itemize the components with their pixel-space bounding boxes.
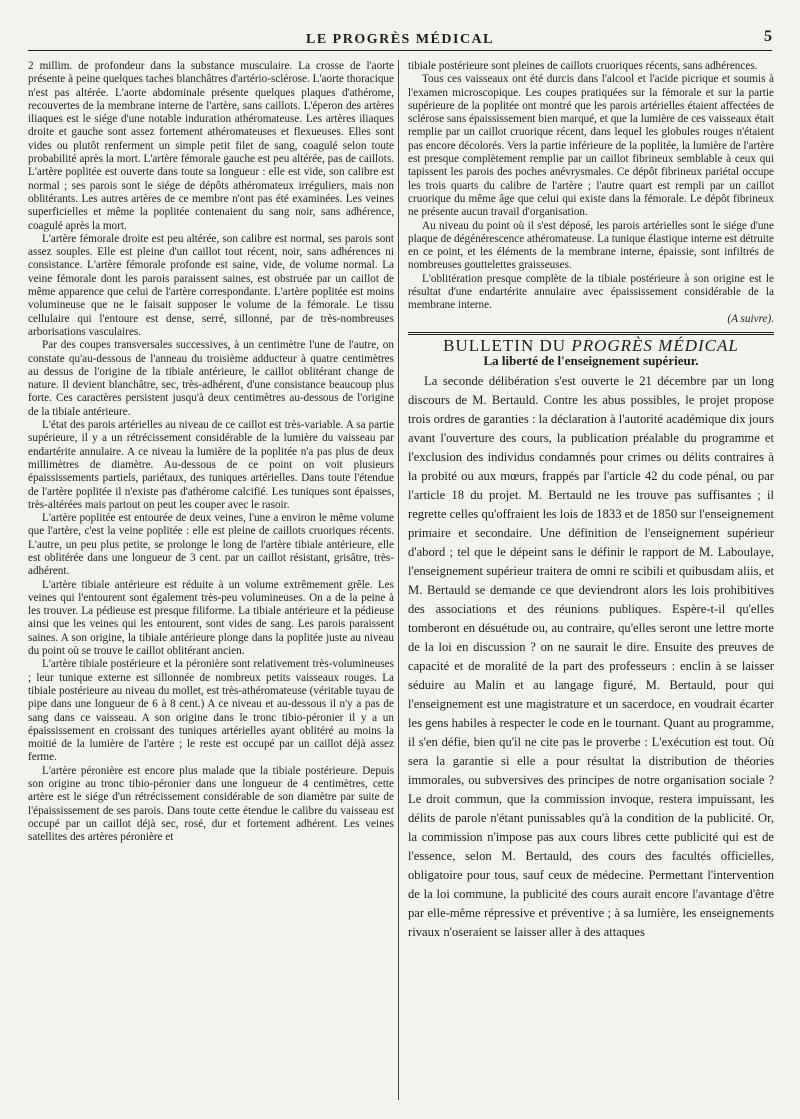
column-divider [398, 60, 399, 1100]
right-paragraph-4: L'oblitération presque complète de la tibiale postérieure à son origine est le résultat d'une endartérite annulaire avec épaississement considérable de la membrane interne. [408, 272, 774, 312]
bulletin-title-prefix: BULLETIN DU [443, 335, 567, 355]
bulletin-paragraph-1: La seconde délibération s'est ouverte le 21 décembre par un long discours de M. Bertauld. Contre les abus possibles, le projet propose trois ordres de garanties : la déclaration à l'autorité académique dix jours avant l'ouverture des cours, la publication préalable du programme et l'exclusion des individus condamnés pour crimes ou délits contraires à la probité ou aux mœurs, frappés par l'article 42 du code pénal, ou par l'article 18 du projet. M. Bertauld ne les trouve pas suffisantes ; il regrette celles qu'offraient les lois de 1833 et de 1850 sur l'enseignement primaire et secondaire. Une définition de l'enseignement supérieur d'abord ; tel que le dépeint sans le définir le rapport de M. Laboulaye, l'enseignement supérieur traitera de omni re scibili et quibusdam aliis, et M. Bertauld se demande ce que deviendront alors les lois prohibitives des associations et des réunions publiques. Espère-t-il qu'elles tomberont en désuétude ou, au contraire, qu'elles seront une lettre morte de la loi en discussion ? on ne saurait le dire. Ensuite des preuves de capacité et de moralité de la part des professeurs : enclin à se laisser séduire au Malin et au langage figuré, M. Bertauld, pour qui l'enseignement est une magistrature et un sacerdoce, en voudrait écarter les gens habiles à respecter le code en le tournant. Quant au programme, il s'en défie, bien qu'il ne cite pas le proverbe : L'exécution est tout. Où sera la garantie si elle a pour résultat la distribution de théories immorales, ou subversives des principes de notre organisation sociale ? Le droit commun, que la commission invoque, restera impuissant, les délits de parole n'étant punissables qu'à la condition de la publicité. Or, la commission n'impose pas aux cours libres cette publicité qui est de l'essence, selon M. Bertauld, des cours des facultés officielles, obligatoire pour tous, sauf ceux de médecine. Permettant l'intervention de la loi commune, la publicité des cours aurait encore l'avantage d'être par elle-même répressive et préventive ; à sa lumière, les enseignements rivaux n'oseraient se laisser aller à des attaques [408, 373, 774, 939]
left-paragraph-4: L'état des parois artérielles au niveau de ce caillot est très-variable. A sa partie supérieure, il y a un rétrécissement considérable de la lumière du vaisseau par endartérite annulaire. A ce niveau la lumière de la poplitée n'a pas plus de deux millimètres de diamètre. Au-dessous de ce point on voit plusieurs épaississements partiels, pariétaux, des tuniques artérielles. Dans toute l'étendue de l'artère poplitée il n'existe pas d'athérome calcifié. Les tuniques sont épaisses, très-altérées mais partout on peut les couper avec le rasoir. [28, 419, 394, 511]
to-be-continued: (A suivre). [727, 312, 774, 325]
left-paragraph-3: Par des coupes transversales successives, à un centimètre l'une de l'autre, on constate qu'au-dessous de l'anneau du troisième adducteur à quatre centimètres au dessus de l'origine de la tibiale antérieure, le caillot oblitérant change de nature. Il devient blanchâtre, sec, très-adhérent, d'une consistance beaucoup plus forte. Ces caractères persistent jusqu'à deux centimètres au-dessous de l'origine de la tibiale antérieure. [28, 339, 394, 418]
right-paragraph-3: Au niveau du point où il s'est déposé, les parois artérielles sont le siége d'une plaque de dégénérescence athéromateuse. La tunique élastique interne est détruite en ce point, et les éléments de la membrane interne, épaissie, sont infiltrés de nombreuses gouttelettes graisseuses. [408, 219, 774, 272]
left-column [28, 60, 394, 1100]
left-paragraph-7: L'artère tibiale postérieure et la péronière sont relativement très-volumineuses ; leur tunique externe est sillonnée de nombreux petits vaisseaux rouges. La tibiale postérieure au niveau du mollet, est très-athéromateuse (véritable tuyau de pipe dans une longueur de 6 à 8 cent.) A ce niveau et au-dessous il n'y a pas de sang dans ce vaisseau. A son origine dans le tronc tibio-péronier il y a un épaississement en croissant des tuniques artérielles ayant oblitéré au moins la moitié de la lumière de l'artère ; le reste est occupé par un caillot déjà assez ferme. [28, 658, 394, 764]
page-header [28, 28, 772, 51]
bulletin-subtitle: La liberté de l'enseignement supérieur. [483, 353, 699, 369]
left-paragraph-2: L'artère fémorale droite est peu altérée, son calibre est normal, ses parois sont assez souples. Elle est pleine d'un caillot tout récent, noir, sans adhérences ni consistance. L'artère fémorale profonde est saine, vide, de volume normal. La veine fémorale dont les parois paraissent saines, est obstruée par un caillot de même apparence que celui de l'artère correspondante. L'artère poplitée est moins volumineuse que ne le faisait supposer le volume de la fémorale. Le tissu cellulaire qui l'entoure est dense, serré, sillonné, par de très-nombreuses arborisations vasculaires. [28, 232, 394, 338]
right-paragraph-2: Tous ces vaisseaux ont été durcis dans l'alcool et l'acide picrique et soumis à l'examen microscopique. Les coupes pratiquées sur la fémorale et sur la partie supérieure de la poplitée ont montré que les parois artérielles étaient affectées de sclérose sans épaississement bien marqué, et que la lumière de ces vaisseaux était remplie par un caillot cruorique récent, dans lequel les globules rouges n'étaient pas encore décolorés. Vers la partie inférieure de la poplitée, la lumière de l'artère est presque complètement remplie par un caillot fibrineux semblable à ceux qui tapissent les parois des poches anévrysmales. Ce dépôt fibrineux pariétal occupe les trois quarts du calibre de l'artère ; l'autre quart est rempli par un caillot cruorique du même âge que celui qui existe dans la fémorale. Le dépôt fibrineux ne présente aucun travail d'organisation. [408, 73, 774, 219]
bulletin-title-italic: PROGRÈS MÉDICAL [571, 335, 739, 355]
bulletin-divider [408, 332, 774, 335]
bulletin-body [408, 372, 774, 942]
right-column [408, 60, 774, 1100]
page-number: 5 [764, 28, 772, 45]
left-paragraph-8: L'artère péronière est encore plus malade que la tibiale postérieure. Depuis son origine au tronc tibio-péronier dans une longueur de 4 centimètres, cette artère est le siége d'un rétrécissement considérable de son diamètre par suite de l'épaississement de ses parois. Dans toute cette étendue le calibre du vaisseau est occupé par un caillot déjà sec, rosé, dur et fortement adhérent. Les veines satellites des artères péronière et [28, 764, 394, 844]
right-paragraph-1: tibiale postérieure sont pleines de caillots cruoriques récents, sans adhérences. [408, 60, 758, 72]
left-paragraph-5: L'artère poplitée est entourée de deux veines, l'une a environ le même volume que l'artère, c'est la veine poplitée : elle est pleine de caillots cruoriques récents. L'autre, un peu plus petite, se prolonge le long de l'artère tibiale antérieure, elle est oblitérée dans une longueur de 3 cent. par un caillot résistant, grisâtre, très-adhérent. [28, 512, 394, 578]
bulletin-title [408, 335, 774, 355]
left-paragraph-1: 2 millim. de profondeur dans la substance musculaire. La crosse de l'aorte présente à peine quelques taches blanchâtres d'artério-sclérose. L'aorte thoracique n'est pas altérée. L'aorte abdominale présente quelques plaques d'athérome, recouvertes de la membrane interne de l'artère, sans caillots. L'éperon des artères iliaques est le siége d'une notable induration athéromateuse. Les artères iliaques droite et gauche sont assez fortement athéromateuses et flexueuses. Elles sont vides ou plutôt renferment un simple petit filet de sang, coagulé selon toute probabilité après la mort. L'artère fémorale gauche est peu altérée, pas de caillots. L'artère poplitée est ouverte dans toute sa longueur : elle est vide, son calibre est normal ; ses parois sont le siége de dépôts athéromateux irréguliers, mais non oblitérants. Les autres artères de ce membre n'ont pas été examinées. Les veines superficielles et même la poplitée contenaient du sang noir, sans adhérence, coagulé après la mort. [28, 60, 394, 232]
left-paragraph-6: L'artère tibiale antérieure est réduite à un volume extrêmement grêle. Les veines qui l'entourent sont également très-peu volumineuses. On a de la peine à les trouver. La pédieuse est presque filiforme. La tibiale antérieure et la pédieuse ainsi que les veines qui les entourent, sont vides de sang. Les parois paraissent saines. A son origine, la tibiale antérieure plonge dans la poplitée juste au niveau du point où se trouve le caillot oblitérant ancien. [28, 578, 394, 658]
journal-title: LE PROGRÈS MÉDICAL [305, 32, 495, 47]
